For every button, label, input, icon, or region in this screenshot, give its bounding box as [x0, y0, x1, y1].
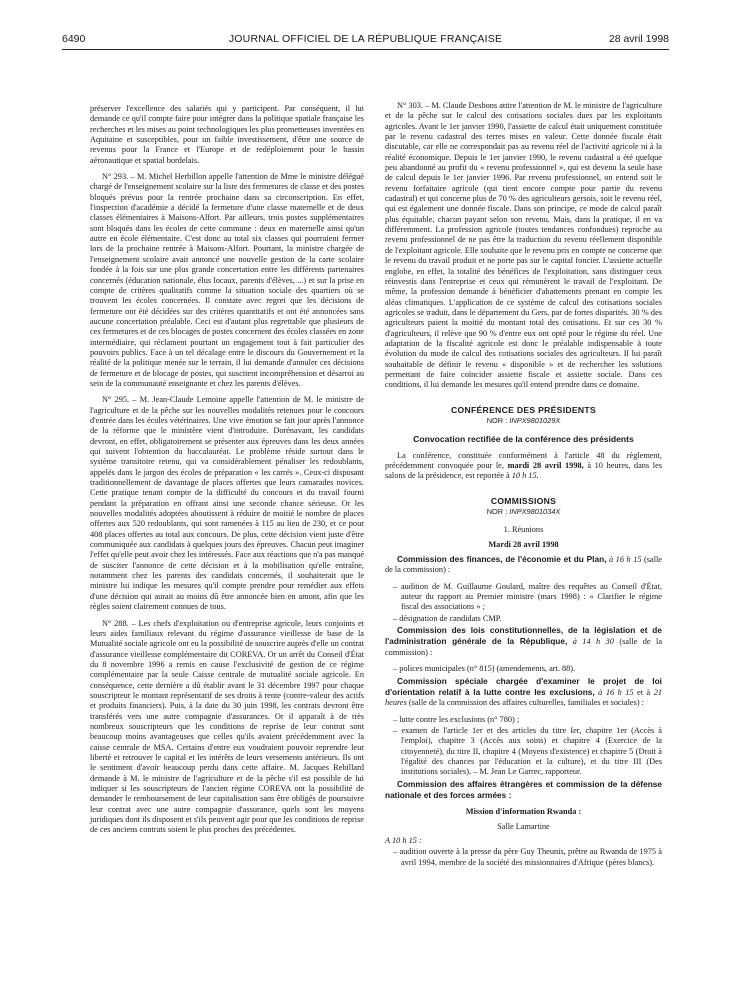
commission-finances [385, 554, 662, 576]
commission-room: (salle de la commission) : [385, 555, 662, 575]
commission-connector: et à [633, 687, 654, 697]
right-column [385, 101, 662, 869]
journal-title: JOURNAL OFFICIEL DE LA RÉPUBLIQUE FRANÇAISE [228, 33, 503, 45]
agenda-item: – examen de l'article 1er et des articles du titre Ier, chapitre 1er (Accès à l'emploi), chapitre 3 (Accès aux soins) et chapitre 4 (Exercice de la citoyenneté), du titre II, chapitre 4 (Moyens d'existence) et chapitre 5 (Droit à l'égalité des chances par l'éducation et la culture), et du titre III (Des institutions sociales). – M. Jean Le Garrec, rapporteur. [393, 725, 662, 777]
left-column [90, 104, 364, 842]
conference-title: CONFÉRENCE DES PRÉSIDENTS [450, 404, 597, 415]
commission-lois [385, 625, 662, 658]
conference-date: mardi 28 avril 1998, [507, 461, 584, 470]
nor-label: NOR : [486, 415, 508, 425]
nor-code: INPX9801029X [509, 415, 561, 425]
commission-time: à 16 h 15 [594, 687, 634, 697]
commission-name: Commission des affaires étrangères et commission de la défense nationale et des forces armées : [385, 778, 662, 800]
commission-time: 21 heures [385, 687, 662, 708]
session-time-text: A 10 h 15 : [385, 835, 422, 845]
question-295: N° 295. – M. Jean-Claude Lemoine appelle l'attention de M. le ministre de l'agriculture et de la pêche sur les nouvelles modalités retenues pour le concours d'entrée dans les écoles vétérinaires. Une vive émotion se fait jour après l'annonce de la réforme que le ministère vient d'introduire. Dorénavant, les candidats devront, en effet, obligatoirement se présenter aux épreuves dans les deux années qui suivent l'obtention du baccalauréat. Le problème réside surtout dans le système transitoire retenu, qui va considérablement pénaliser les redoublants, appelés dans le jargon des écoles de préparation « les carrés ». Ceux-ci disposant traditionnellement de davantage de places offertes que leurs camarades novices. Cette pratique tenant compte de la difficulté du concours et du travail fourni pendant la préparation en offrant ainsi une seconde chance sérieuse. Or les nouvelles modalités adoptées aboutissent à réduire de moitié le nombre de places offertes aux 520 redoublants, qui sont ramenées à 115 au lieu de 230, et ce pour 408 places offertes au total aux concours. De plus, cette décision vient juste d'être communiquée aux candidats à quelques jours des épreuves. Chacun peut imaginer l'effet qu'elle peut avoir chez les intéressés. Face aux réactions que n'a pas manqué de susciter l'annonce de cette décision et à la mobilisation qu'elle entraîne, notamment chez les parents des candidats concernés, il souhaiterait que le ministre lui indique les mesures qu'il compte prendre pour remédier aux effets d'une décision qui aurait au moins dû être annoncée bien en amont, afin que les règles soient clairement connues de tous. [90, 395, 364, 612]
conference-time: 10 h 15. [511, 471, 539, 481]
commission-room: (salle de la commission) : [385, 637, 663, 657]
commission-room: (salle de la commission des affaires culturelles, familiales et sociales) : [406, 698, 644, 708]
nor-code: INPX9801034X [509, 507, 561, 517]
question-293: N° 293. – M. Michel Herbillon appelle l'attention de Mme le ministre délégué chargé de l'enseignement scolaire sur la liste des fermetures de classe et des postes bloqués prévus pour la rentrée prochaine dans sa circonscription. En effet, l'inspection d'académie a décidé la fermeture d'une classe maternelle et de deux classes élémentaires à Maisons-Alfort. Par ailleurs, trois postes supplémentaires sont bloqués dans les écoles de cette commune : deux en maternelle ainsi qu'un autre en école élémentaire. C'est donc au total six classes qui pourraient fermer lors de la prochaine rentrée à Maisons-Alfort. Pourtant, la ministre chargée de l'enseignement scolaire avait annoncé une nouvelle gestion de la carte scolaire fondée à la fois sur une plus grande concertation entre les différents partenaires concernés (éducation nationale, élus locaux, parents d'élèves, ...) et sur la prise en compte de critères qualitatifs comme la situation sociale des quartiers où se trouvent les écoles concernées. Il constate avec regret que les décisions de fermeture ont été décidées sur des critères quantitatifs et ont été annoncées sans aucune concertation préalable. Ceci est d'autant plus regrettable que plusieurs de ces fermetures et de ces blocages de postes concernent des écoles classées en zone intermédiaire, qui réclament pourtant un engagement tout à fait particulier des pouvoirs publics. Face à un tel décalage entre le discours du Gouvernement et la réalité de la politique menée sur le terrain, il lui demande d'annuler ces décisions de fermeture et de blocage de postes, qui suscitent incompréhension et désarroi au sein de la communauté enseignante et chez les parents d'élèves. [90, 172, 364, 388]
commission-name: Commission des lois constitutionnelles, de la législation et de l'administration générale de la République, [385, 625, 662, 647]
conference-text [385, 451, 662, 482]
agenda-item: – désignation de candidats CMP. [393, 613, 502, 623]
conference-subhead: Convocation rectifiée de la conférence des présidents [413, 434, 634, 445]
nor-label: NOR : [486, 507, 508, 517]
commission-name: Commission des finances, de l'économie et du Plan, [397, 554, 607, 565]
room-name: Salle Lamartine [497, 821, 550, 831]
issue-date: 28 avril 1998 [608, 33, 669, 45]
reunions-date: Mardi 28 avril 1998 [488, 539, 559, 549]
agenda-item: – polices municipales (n° 815) (amendements, art. 88). [393, 664, 576, 674]
commissions-nor [385, 507, 662, 517]
conference-text-c: à 10 heures, dans les salons de la présidence, est reportée à [385, 461, 662, 481]
commission-speciale [385, 676, 662, 709]
header-rule [62, 49, 669, 50]
commission-affaires-etrangeres [385, 779, 662, 802]
mission-heading: Mission d'information Rwanda : [465, 807, 582, 817]
page-number: 6490 [62, 33, 86, 45]
reunions-heading: 1. Réunions [503, 525, 544, 535]
commission-time: à 16 h 15 [606, 555, 642, 565]
session-time [385, 836, 662, 846]
commission-time: à 14 h 30 [567, 637, 614, 647]
question-303: N° 303. – M. Claude Desbons attire l'attention de M. le ministre de l'agriculture et de la pêche sur le calcul des cotisations sociales dues par les exploitants agricoles. Avant le 1er janvier 1990, l'assiette de calcul était uniquement constituée par le revenu cadastral des terres mises en valeur. Cette donnée fiscale était discutable, car elle ne correspondait pas au revenu réel de l'activité agricole ni à la réalité économique. Depuis le 1er janvier 1990, le revenu cadastral a été quelque peu abandonné au profit du « revenu professionnel », qui est devenu la seule base de calcul depuis le 1er janvier 1996. Par revenu professionnel, on entend soit le revenu forfaitaire agricole (qui tient encore compte pour partie du revenu cadastral) et qui concerne plus de 70 % des agriculteurs gersois, soit le revenu réel, qui est également une donnée fiscale. Dans son principe, ce mode de calcul paraît plus équitable, chacun payant selon son revenu. Mais, dans la pratique, il en va différemment. La profession agricole (toutes tendances confondues) reproche au revenu professionnel de ne pas être la traduction du revenu réellement disponible de l'exploitant agricole. Elle souhaite que le revenu pris en compte ne concerne que le revenu du travail produit et ne porte pas sur le capital foncier. L'assiette actuelle englobe, en effet, la totalité des bénéfices de l'exploitation, sans distinguer ceux réinvestis dans l'entreprise et ceux qui rémunèrent le travail de l'exploitant. De même, la profession demande à bénéficier d'abattements prenant en compte les aléas climatiques. L'application de ce système de calcul des cotisations sociales agricoles se traduit, dans le département du Gers, par de fortes disparités. 30 % des agriculteurs paient la moitié du montant total des cotisations. Et sur ces 30 % d'agriculteurs, il relève que 90 % d'entre eux ont opté pour le régime du réel. Une adaptation de la fiscalité agricole est donc le préalable indispensable à toute évolution du mode de calcul des cotisations sociales des agriculteurs. Il lui paraît souhaitable de définir le revenu « disponible » et de rechercher les solutions permettant de faire coïncider assiette fiscale et assiette sociale. Dans ces conditions, il lui demande les mesures qu'il entend prendre dans ce domaine. [385, 101, 662, 390]
agenda-item: – lutte contre les exclusions (n° 780) ; [393, 714, 520, 724]
agenda-item: – audition ouverte à la presse du père Guy Theunis, prêtre au Rwanda de 1975 à avril 1994, membre de la société des missionnaires d'Afrique (pères blancs). [393, 847, 662, 867]
agenda-item: – audition de M. Guillaume Goulard, maître des requêtes au Conseil d'État, auteur du rapport au Premier ministre (mars 1998) : « Clarifier le régime fiscal des associations » ; [393, 581, 662, 612]
conference-nor [385, 416, 662, 426]
page-header [62, 33, 669, 49]
commission-name: Commission spéciale chargée d'examiner le projet de loi d'orientation relatif à la lutte contre les exclusions, [385, 675, 662, 697]
commissions-title: COMMISSIONS [490, 495, 557, 506]
conference-text-a: La conférence, constituée conformément à l'article 48 du règlement, précédemment convoquée pour le, [385, 450, 662, 470]
question-288: N° 288. – Les chefs d'exploitation ou d'entreprise agricole, leurs conjoints et leurs aides familiaux relevant du régime d'assurance vieillesse de base de la Mutualité sociale agricole ont eu la possibilité de souscrire auprès d'elle un contrat d'assurance vieillesse complémentaire dit COREVA. Or un arrêt du Conseil d'État du 8 novembre 1996 a remis en cause l'exclusivité de gestion de ce régime complémentaire par la seule Caisse centrale de mutualité sociale agricole. En conséquence, cette dernière a dû établir avant le 31 décembre 1997 pour chaque souscripteur le montant représentatif de ses droits à rente (contre-valeur des actifs et produits financiers). Puis, à la date du 30 juin 1998, les contrats devront être transférés vers une autre compagnie d'assurances. Or il apparaît à de très nombreux souscripteurs que les conditions de reprise de leur contrat sont beaucoup moins avantageuses que celles qu'ils avaient précédemment avec la caisse centrale de MSA. Certains d'entre eux voudraient pouvoir reprendre leur liberté et retrouver le capital et les intérêts de leurs versements antérieurs. Ils ont le sentiment d'avoir beaucoup perdu dans cette affaire. M. Jacques Rebillard demande à M. le ministre de l'agriculture et de la pêche s'il est possible de lui indiquer si les souscripteurs de l'ancien régime COREVA ont la possibilité de demander le remboursement de leur capitalisation sans être obligés de poursuivre leur contrat avec une autre compagnie d'assurance, quels sont les moyens juridiques dont ils disposent et s'ils peuvent agir pour que les conditions de reprise de ces anciens contrats soient le plus proches des précédentes. [90, 618, 364, 835]
paragraph: préserver l'excellence des salariés qui y participent. Par conséquent, il lui demande ce qu'il compte faire pour intégrer dans la politique spatiale française les recherches et les mises au point technologiques les plus prometteuses inventées en Aquitaine et susceptibles, pour un faible investissement, d'être une source de revenus pour la France et l'Europe et de redéploiement pour le bassin aéronautique et spatial bordelais. [90, 104, 364, 165]
